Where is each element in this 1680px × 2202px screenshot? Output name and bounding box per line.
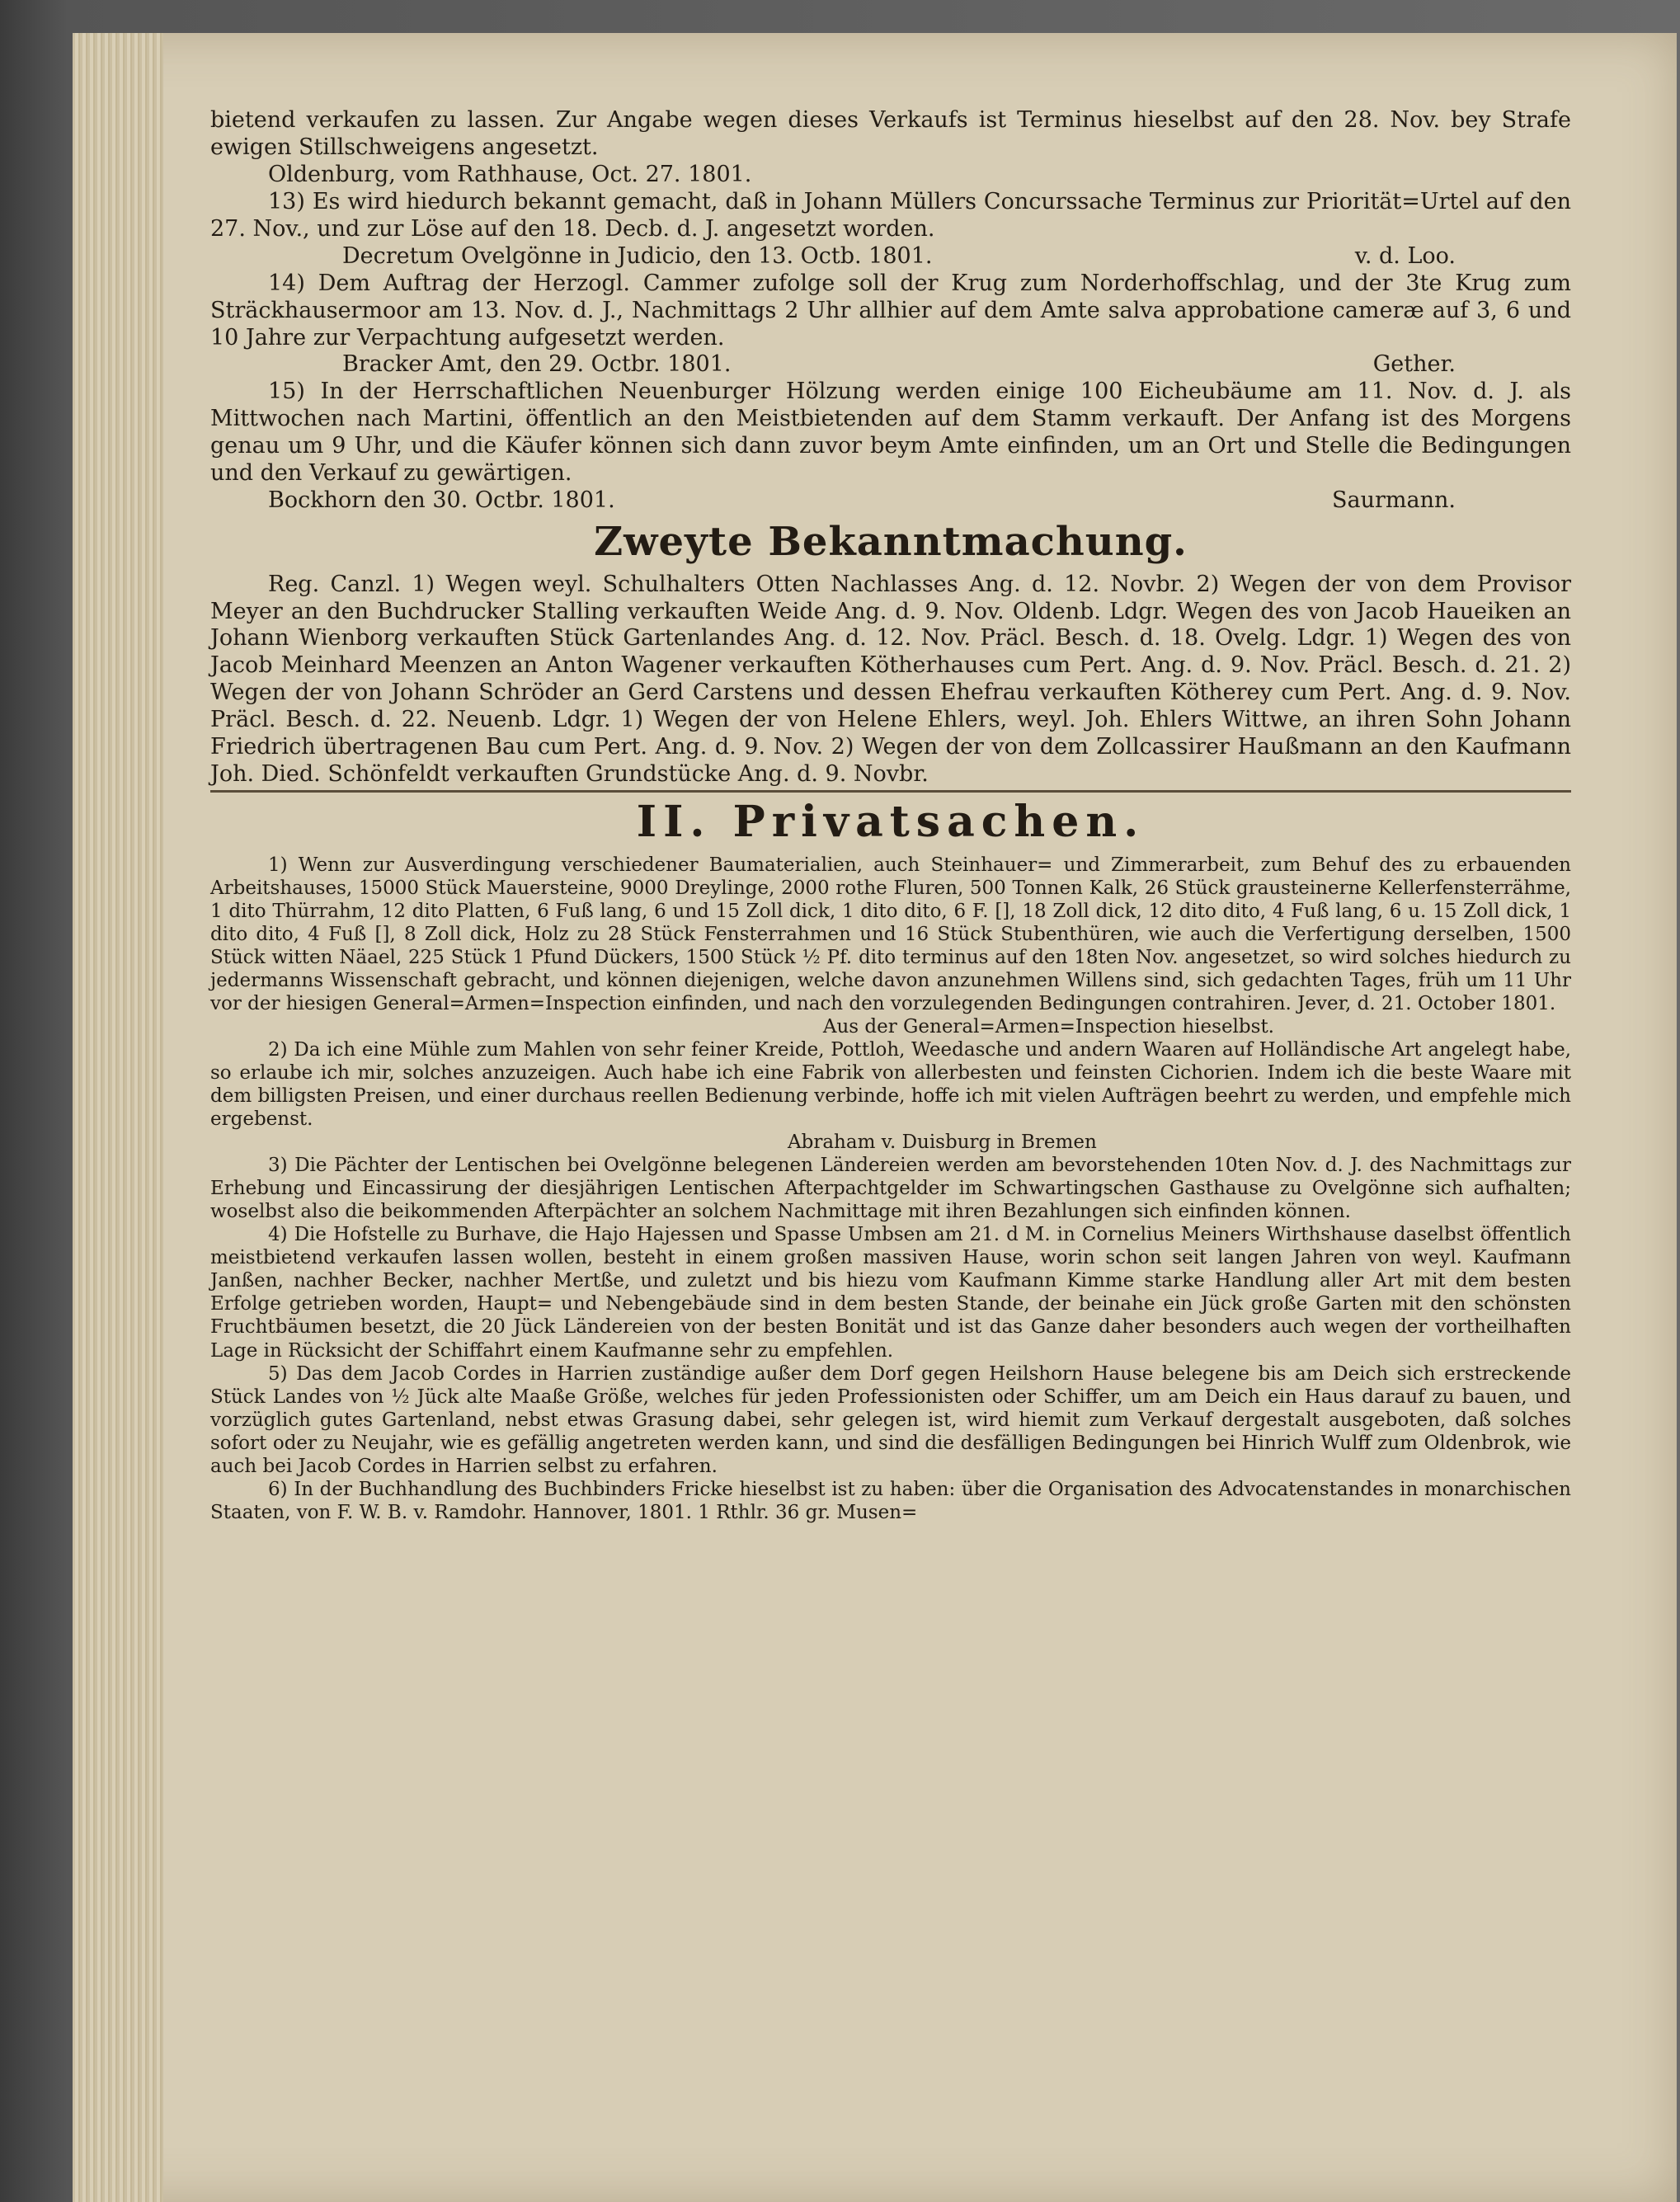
private-item-1-signature: Aus der General=Armen=Inspection hieselbst. [822,1015,1274,1037]
signature-line-bracker [210,351,1571,379]
signature-place: Bracker Amt, den 29. Octbr. 1801. [342,351,732,378]
signature-line-decretum [210,243,1571,271]
private-item-5: 5) Das dem Jacob Cordes in Harrien zuständige außer dem Dorf gegen Heilshorn Hause belegene bis am Deich sich erstreckende Stück Landes von ½ Jück alte Maaße Größe, welches für jeden Professionisten oder Schiffer, um am Deich ein Haus darauf zu bauen, und vorzüglich gutes Gartenland, nebst etwas Grasung dabei, sehr gelegen ist, wird hiemit zum Verkauf dergestalt ausgeboten, daß solches sofort oder zu Neujahr, wie es gefällig angetreten werden kann, und sind die desfälligen Bedingungen bei Hinrich Wulff zum Oldenbrok, wie auch bei Jacob Cordes in Harrien selbst zu erfahren. [210,1362,1571,1477]
signature-name: Saurmann. [1332,487,1456,514]
paragraph-continuation: bietend verkaufen zu lassen. Zur Angabe wegen dieses Verkaufs ist Terminus hieselbst auf den 28. Nov. bey Strafe ewigen Stillschweigens angesetzt. [210,107,1571,160]
signature-place: Bockhorn den 30. Octbr. 1801. [268,487,615,514]
section-divider [210,790,1571,793]
notice-13: 13) Es wird hiedurch bekannt gemacht, daß in Johann Müllers Concurssache Terminus zur Priorität=Urtel auf den 27. Nov., und zur Löse auf den 18. Decb. d. J. angesetzt worden. [210,188,1571,242]
private-item-2: 2) Da ich eine Mühle zum Mahlen von sehr feiner Kreide, Pottloh, Weedasche und andern Waaren auf Holländische Art angelegt habe, so erlaube ich mir, solches anzuzeigen. Auch habe ich eine Fabrik von allerbesten und feinsten Cichorien. Indem ich die beste Waare mit dem billigsten Preisen, und einer durchaus reellen Bedienung verbinde, hoffe ich mit vielen Aufträgen beehrt zu werden, und empfehle mich ergebenst. [210,1038,1571,1131]
notice-14: 14) Dem Auftrag der Herzogl. Cammer zufolge soll der Krug zum Norderhoffschlag, und der 3te Krug zum Sträckhausermoor am 13. Nov. d. J., Nachmittags 2 Uhr allhier auf dem Amte salva approbatione cameræ auf 3, 6 und 10 Jahre zur Verpachtung aufgesetzt werden. [210,270,1571,351]
paragraph-second-announcement: Reg. Canzl. 1) Wegen weyl. Schulhalters Otten Nachlasses Ang. d. 12. Novbr. 2) Wegen der von dem Provisor Meyer an den Buchdrucker Stalling verkauften Weide Ang. d. 9. Nov. Oldenb. Ldgr. Wegen des von Jacob Haueiken an Johann Wienborg verkauften Stück Gartenlandes Ang. d. 12. Nov. Präcl. Besch. d. 18. Ovelg. Ldgr. 1) Wegen des von Jacob Meinhard Meenzen an Anton Wagener verkauften Kötherhauses cum Pert. Ang. d. 9. Nov. Präcl. Besch. d. 21. 2) Wegen der von Johann Schröder an Gerd Carstens und dessen Ehefrau verkauften Kötherey cum Pert. Ang. d. 9. Nov. Präcl. Besch. d. 22. Neuenb. Ldgr. 1) Wegen der von Helene Ehlers, weyl. Joh. Ehlers Wittwe, an ihren Sohn Johann Friedrich übertragenen Bau cum Pert. Ang. d. 9. Nov. 2) Wegen der von dem Zollcassirer Haußmann an den Kaufmann Joh. Died. Schönfeldt verkauften Grundstücke Ang. d. 9. Novbr. [210,571,1571,788]
place-date-line: Oldenburg, vom Rathhause, Oct. 27. 1801. [268,161,752,187]
section-heading-private: II. Privatsachen. [636,797,1146,848]
text-block [210,107,1571,2087]
private-item-2-signature: Abraham v. Duisburg in Bremen [788,1132,1097,1154]
private-item-4: 4) Die Hofstelle zu Burhave, die Hajo Hajessen und Spasse Umbsen am 21. d M. in Cornelius Meiners Wirthshause daselbst öffentlich meistbietend verkaufen lassen wollen, besteht in einem großen massiven Hause, worin schon seit langen Jahren von weyl. Kaufmann Janßen, nachher Becker, nachher Mertße, und zuletzt und bis hiezu vom Kaufmann Kimme starke Handlung aller Art mit dem besten Erfolge getrieben worden, Haupt= und Nebengebäude sind in dem besten Stande, der beinahe ein Jück große Garten mit den schönsten Fruchtbäumen besetzt, die 20 Jück Ländereien von der besten Bonität und ist das Ganze daher besonders auch wegen der vortheilhaften Lage in Rücksicht der Schiffahrt einem Kaufmanne sehr zu empfehlen. [210,1224,1571,1362]
signature-name: v. d. Loo. [1354,242,1456,269]
private-item-3: 3) Die Pächter der Lentischen bei Ovelgönne belegenen Ländereien werden am bevorstehenden 10ten Nov. d. J. des Nachmittags zur Erhebung und Eincassirung der diesjährigen Lentischen Afterpachtgelder im Schwartingschen Gasthause zu Ovelgönne sich aufhalten; woselbst also die beikommenden Afterpächter an solchem Nachmittage mit ihren Bezahlungen sich einfinden können. [210,1155,1571,1223]
page-edge [73,33,163,2202]
signature-line-bockhorn [210,487,1571,515]
section-heading-second: Zweyte Bekanntmachung. [594,519,1188,566]
signature-place: Decretum Ovelgönne in Judicio, den 13. Octb. 1801. [342,242,933,269]
signature-name: Gether. [1372,351,1456,378]
private-item-6: 6) In der Buchhandlung des Buchbinders Fricke hieselbst ist zu haben: über die Organisation des Advocatenstandes in monarchischen Staaten, von F. W. B. v. Ramdohr. Hannover, 1801. 1 Rthlr. 36 gr. Musen= [210,1478,1571,1523]
private-item-1: 1) Wenn zur Ausverdingung verschiedener Baumaterialien, auch Steinhauer= und Zimmerarbeit, zum Behuf des zu erbauenden Arbeitshauses, 15000 Stück Mauersteine, 9000 Dreylinge, 2000 rothe Fluren, 500 Tonnen Kalk, 26 Stück grausteinerne Kellerfensterrähme, 1 dito Thürrahm, 12 dito Platten, 6 Fuß lang, 6 und 15 Zoll dick, 1 dito dito, 6 F. [], 18 Zoll dick, 12 dito dito, 4 Fuß lang, 6 u. 15 Zoll dick, 1 dito dito, 4 Fuß [], 8 Zoll dick, Holz zu 28 Stück Fensterrahmen und 16 Stück Stubenthüren, wie auch die Verfertigung derselben, 1500 Stück witten Näael, 225 Stück 1 Pfund Dückers, 1500 Stück ½ Pf. dito terminus auf den 18ten Nov. angesetzet, so wird solches hiedurch zu jedermanns Wissenschaft gebracht, und können diejenigen, welche davon anzunehmen Willens sind, sich gedachten Tages, früh um 11 Uhr vor der hiesigen General=Armen=Inspection einfinden, und nach den vorzulegenden Bedingungen contrahiren. Jever, d. 21. October 1801. [210,854,1571,1014]
notice-15: 15) In der Herrschaftlichen Neuenburger Hölzung werden einige 100 Eicheubäume am 11. Nov. d. J. als Mittwochen nach Martini, öffentlich an den Meistbietenden auf dem Stamm verkauft. Der Anfang ist des Morgens genau um 9 Uhr, und die Käufer können sich dann zuvor beym Amte einfinden, um an Ort und Stelle die Bedingungen und den Verkauf zu gewärtigen. [210,379,1571,487]
